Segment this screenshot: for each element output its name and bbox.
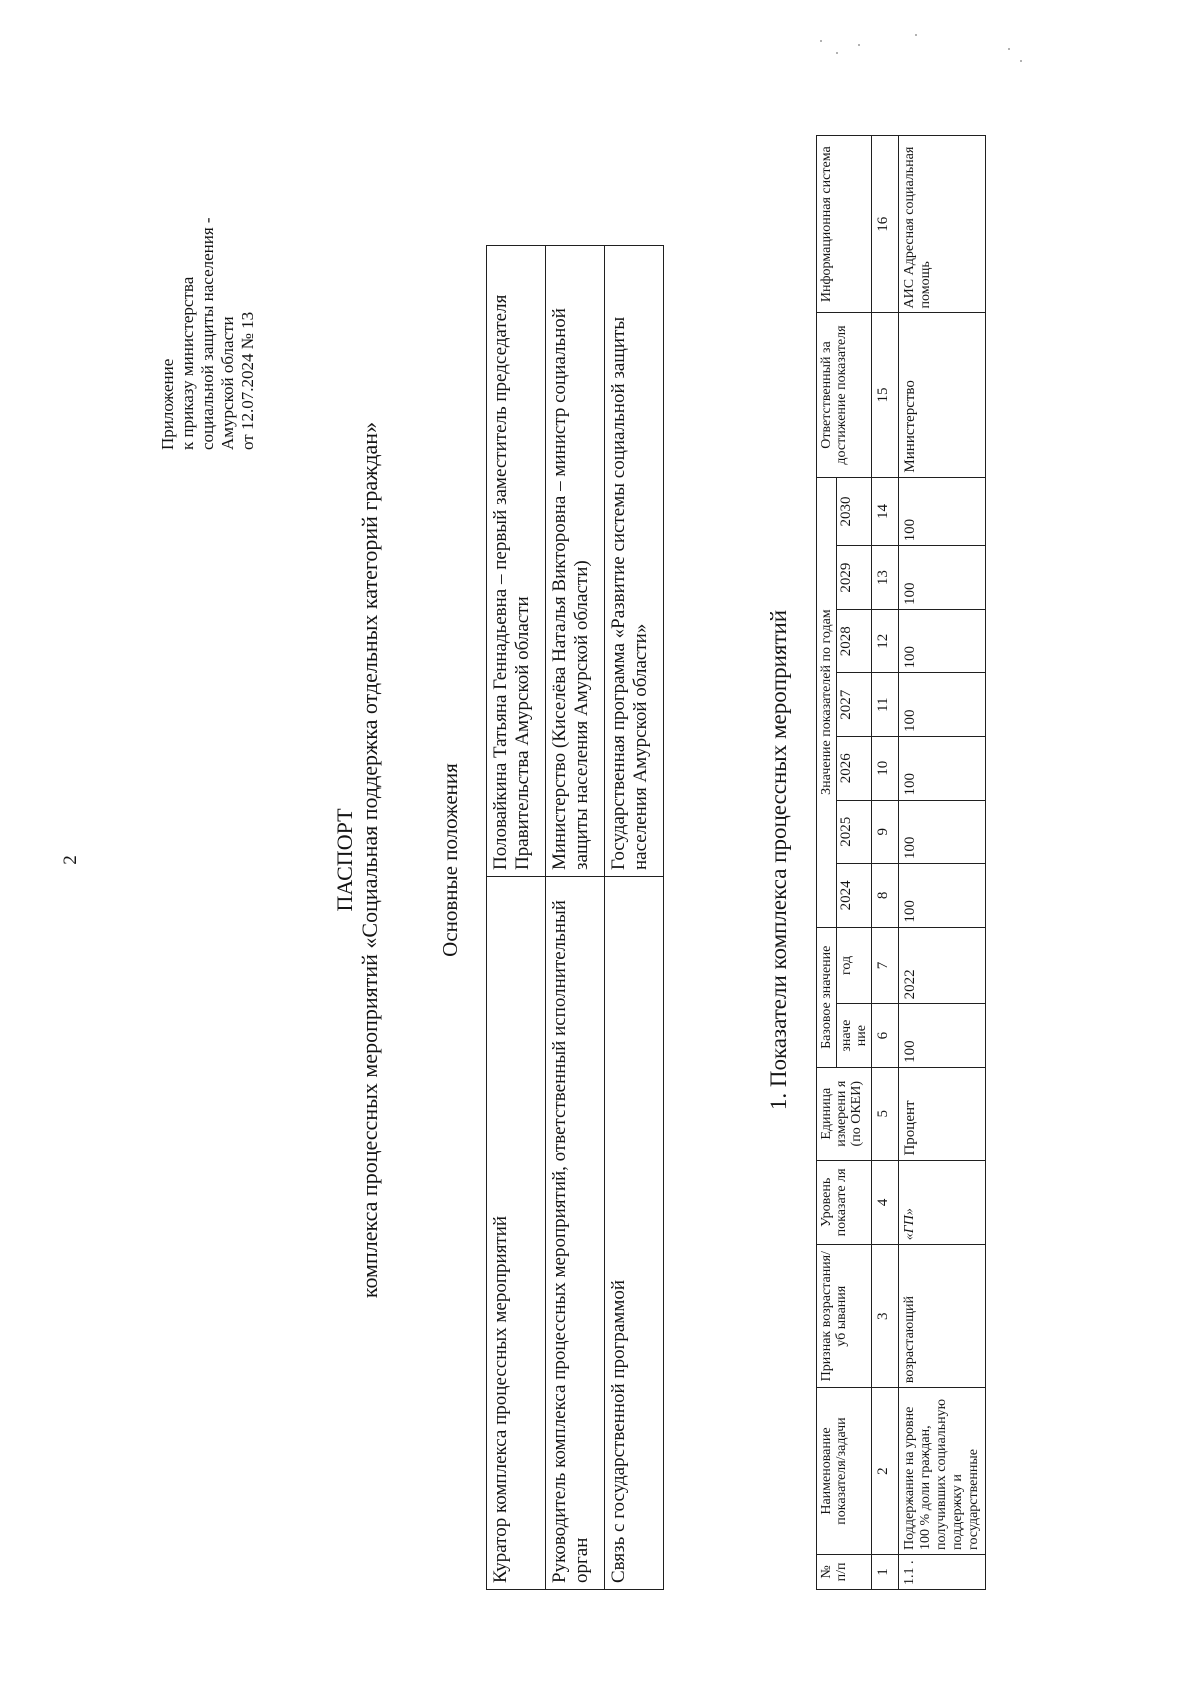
appendix-line: социальной защиты населения - [198, 217, 217, 450]
appendix-note [158, 90, 258, 450]
column-number: 2 [872, 1388, 899, 1555]
cell-info-system: АИС Адресная социальная помощь [899, 136, 986, 313]
cell-base-value: 100 [899, 1004, 986, 1068]
appendix-line: Амурской области [218, 316, 237, 450]
scan-speck [858, 44, 860, 46]
table-row [487, 246, 546, 1590]
header-sign: Признак возрастания/уб ывания [817, 1245, 872, 1388]
header-num: № п/п [817, 1554, 872, 1589]
header-level: Уровень показате ля [817, 1160, 872, 1245]
column-number: 4 [872, 1160, 899, 1245]
cell-num: 1.1 . [899, 1554, 986, 1589]
column-number: 15 [872, 313, 899, 477]
column-number: 8 [872, 864, 899, 928]
document-page [30, 80, 1130, 1640]
header-info-system: Информационная система [817, 136, 872, 313]
appendix-line: от 12.07.2024 № 13 [238, 311, 257, 450]
column-number: 1 [872, 1554, 899, 1589]
column-number: 16 [872, 136, 899, 313]
row-label: Руководитель комплекса процессных мероприятий, ответственный исполнительный орган [546, 877, 605, 1590]
cell-year-value: 100 [899, 477, 986, 546]
cell-year-value: 100 [899, 609, 986, 673]
cell-level: «ГП» [899, 1160, 986, 1245]
header-row [817, 136, 837, 1590]
basic-provisions-table [486, 245, 664, 1590]
header-year: 2030 [837, 477, 872, 546]
row-label: Куратор комплекса процессных мероприятий [487, 877, 546, 1590]
column-number: 5 [872, 1067, 899, 1160]
header-year: 2029 [837, 546, 872, 610]
scan-speck [836, 52, 838, 54]
cell-sign: возрастающий [899, 1245, 986, 1388]
header-base-value: значе ние [837, 1004, 872, 1068]
document-subtitle: комплекса процессных мероприятий «Социальная поддержка отдельных категорий граждан» [357, 421, 382, 1299]
header-values-by-year: Значение показателей по годам [817, 477, 837, 927]
document-title: ПАСПОРТ [332, 808, 357, 912]
page-number: 2 [60, 855, 81, 865]
cell-responsible: Министерство [899, 313, 986, 477]
scan-speck [1008, 48, 1010, 50]
cell-year-value: 100 [899, 800, 986, 864]
header-year: 2027 [837, 673, 872, 737]
indicators-table [816, 135, 986, 1590]
header-base: Базовое значение [817, 927, 837, 1067]
cell-name: Поддержание на уровне 100 % доли граждан, получивших социальную поддержку и государственные [899, 1388, 986, 1555]
cell-year-value: 100 [899, 673, 986, 737]
column-number: 13 [872, 546, 899, 610]
header-year: 2024 [837, 864, 872, 928]
column-number: 14 [872, 477, 899, 546]
scan-speck [1020, 60, 1022, 62]
cell-year-value: 100 [899, 864, 986, 928]
column-number: 12 [872, 609, 899, 673]
cell-unit: Процент [899, 1067, 986, 1160]
appendix-line: Приложение [158, 358, 177, 450]
column-number: 10 [872, 737, 899, 801]
column-number: 6 [872, 1004, 899, 1068]
cell-base-year: 2022 [899, 927, 986, 1004]
header-year: 2025 [837, 800, 872, 864]
column-number: 3 [872, 1245, 899, 1388]
row-value: Половайкина Татьяна Геннадьевна – первый заместитель председателя Правительства Амурской области [487, 246, 546, 877]
table-row [605, 246, 664, 1590]
cell-year-value: 100 [899, 737, 986, 801]
row-label: Связь с государственной программой [605, 877, 664, 1590]
column-number-row [872, 136, 899, 1590]
column-number: 7 [872, 927, 899, 1004]
header-name: Наименование показателя/задачи [817, 1388, 872, 1555]
scan-speck [820, 40, 822, 42]
row-value: Министерство (Киселёва Наталья Викторовна – министр социальной защиты населения Амурской области) [546, 246, 605, 877]
column-number: 11 [872, 673, 899, 737]
appendix-line: к приказу министерства [178, 276, 197, 450]
column-number: 9 [872, 800, 899, 864]
row-value: Государственная программа «Развитие системы социальной защиты населения Амурской области» [605, 246, 664, 877]
header-year: 2028 [837, 609, 872, 673]
section-heading-basic: Основные положения [438, 763, 462, 957]
table-row [546, 246, 605, 1590]
table-row [899, 136, 986, 1590]
header-base-year: год [837, 927, 872, 1004]
header-year: 2026 [837, 737, 872, 801]
section-heading-indicators: 1. Показатели комплекса процессных мероприятий [766, 609, 791, 1111]
cell-year-value: 100 [899, 546, 986, 610]
header-responsible: Ответственный за достижение показателя [817, 313, 872, 477]
scan-speck [915, 34, 917, 36]
header-unit: Единица измерени я (по ОКЕИ) [817, 1067, 872, 1160]
